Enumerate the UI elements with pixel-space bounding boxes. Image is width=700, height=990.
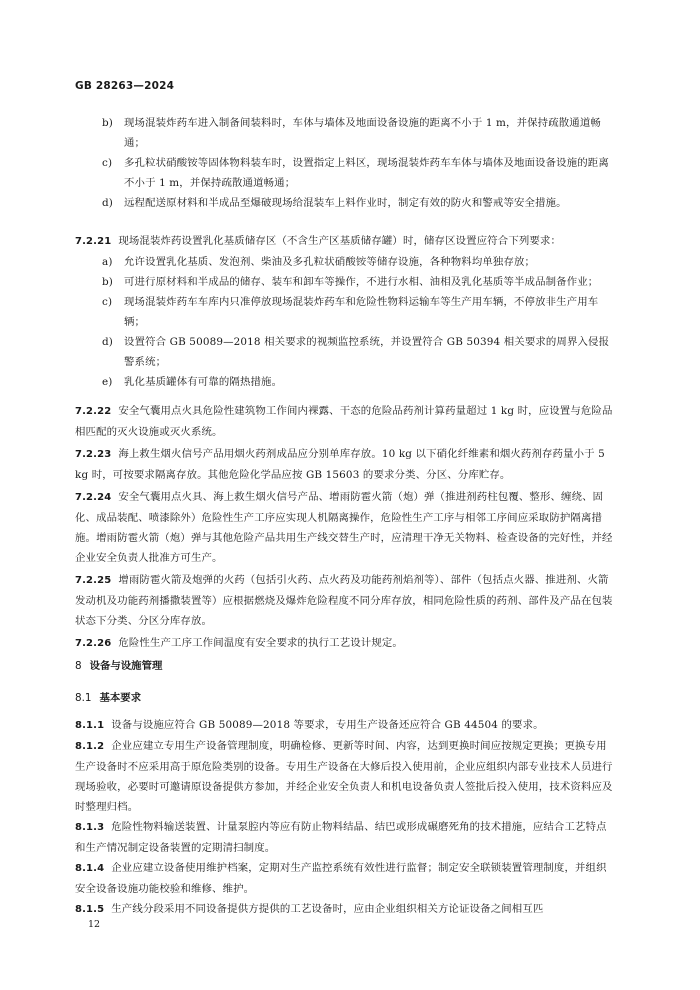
clause-text: 危险性物料输送装置、计量泵腔内等应有防止物料结晶、结巴或形成碾磨死角的技术措施，应结合工艺特点和生产情况制定设备装置的定期清扫制度。 (75, 821, 607, 854)
section-title: 基本要求 (99, 692, 142, 704)
clause-text: 危险性生产工序工作间温度有安全要求的执行工艺设计规定。 (118, 637, 403, 649)
list-item-label: a) (102, 256, 113, 268)
list-item (75, 292, 617, 332)
list-item-text: 远程配送原材料和半成品至爆破现场给混装车上料作业时，制定有效的防火和警戒等安全措施。 (124, 197, 567, 209)
clauses-8-1 (75, 715, 617, 920)
clause-paragraph (75, 715, 617, 736)
list-item (75, 332, 617, 372)
list-item-label: d) (102, 336, 114, 348)
clause-number: 7.2.25 (75, 575, 112, 586)
clause-paragraph (75, 487, 617, 568)
clause-paragraph (75, 231, 617, 252)
clause-text: 企业应建立设备使用维护档案，定期对生产监控系统有效性进行监督；制定安全联锁装置管理制度，并组织安全设备设施功能校验和维修、维护。 (75, 862, 607, 895)
clause-number: 7.2.22 (75, 406, 112, 417)
clause-paragraph (75, 444, 617, 485)
clause-text: 现场混装炸药设置乳化基质储存区（不含生产区基质储存罐）时，储存区设置应符合下列要求： (118, 235, 562, 247)
clause-text: 设备与设施应符合 GB 50089—2018 等要求，专用生产设备还应符合 GB 44504 的要求。 (111, 719, 544, 731)
clause-number: 8.1.5 (75, 904, 105, 915)
clause-paragraph (75, 633, 617, 654)
clause-7-2-21 (75, 231, 617, 392)
clause-number: 8.1.2 (75, 741, 105, 752)
clause-paragraph (75, 858, 617, 899)
clause-text: 增雨防雹火箭及炮弹的火药（包括引火药、点火药及功能药剂焰剂等）、部件（包括点火器、推进剂、火箭发动机及功能药剂播撒装置等）应根据燃烧及爆炸危险程度不同分库存放，相同危险性质的药剂、部件及产品在包装状态下分类、分区分库存放。 (75, 574, 613, 627)
list-item-label: e) (102, 376, 113, 388)
page-number: 12 (88, 919, 101, 930)
list-item-text: 允许设置乳化基质、发泡剂、柴油及多孔粒状硝酸铵等储存设施，各种物料均单独存放； (124, 256, 536, 268)
list-item-label: c) (102, 157, 113, 169)
chapter-heading (75, 657, 162, 672)
clause-text: 安全气囊用点火具、海上救生烟火信号产品、增雨防雹火箭（炮）弹（推进剂药柱包覆、整形、缠绕、固化、成品装配、喷漆除外）危险性生产工序应实现人机隔离操作，危险性生产工序与相邻工序间应采取防护隔离措施。增雨防雹火箭（炮）弹与其他危险产品共用生产线交替生产时，应清理干净无关物料、检查设备的完好性，并经企业安全负责人批准方可生产。 (75, 491, 613, 564)
section-number: 8.1 (75, 692, 92, 704)
section-heading (75, 689, 141, 704)
clause-text: 企业应建立专用生产设备管理制度，明确检修、更新等时间、内容，达到更换时间应按规定更换；更换专用生产设备时不应采用高于原危险类别的设备。专用生产设备在大修后投入使用前，企业应组织内部专业技术人员进行现场验收，必要时可邀请原设备提供方参加，并经企业安全负责人和机电设备负责人签批后投入使用，技术资料应及时整理归档。 (75, 740, 613, 813)
clause-paragraph (75, 817, 617, 858)
list-item-text: 设置符合 GB 50089—2018 相关要求的视频监控系统，并设置符合 GB 50394 相关要求的周界入侵报警系统； (124, 336, 610, 368)
list-item-text: 可进行原材料和半成品的储存、装车和卸车等操作，不进行水相、油相及乳化基质等半成品制备作业； (124, 276, 599, 288)
chapter-number: 8 (75, 660, 82, 672)
chapter-title: 设备与设施管理 (89, 660, 163, 672)
clause-paragraph (75, 899, 617, 920)
standard-code-header: GB 28263—2024 (75, 80, 175, 92)
list-item-label: d) (102, 197, 114, 209)
clauses-7-2 (75, 401, 617, 654)
clause-number: 8.1.4 (75, 863, 105, 874)
clause-number: 7.2.26 (75, 638, 112, 649)
list-item-text: 乳化基质罐体有可靠的隔热措施。 (124, 376, 283, 388)
list-item (75, 252, 617, 272)
list-item-label: b) (102, 276, 114, 288)
list-item (75, 193, 617, 213)
list-item-text: 多孔粒状硝酸铵等固体物料装车时，设置指定上料区，现场混装炸药车车体与墙体及地面设备设施的距离不小于 1 m，并保持疏散通道畅通； (124, 157, 609, 189)
list-item-label: c) (102, 296, 113, 308)
list-item-text: 现场混装炸药车车库内只准停放现场混装炸药车和危险性物料运输车等生产用车辆，不停放非生产用车辆； (124, 296, 599, 328)
clause-number: 7.2.24 (75, 492, 112, 503)
clause-text: 海上救生烟火信号产品用烟火药剂成品应分别单库存放。10 kg 以下硝化纤维素和烟火药剂存药量小于 5 kg 时，可按要求隔离存放。其他危险化学品应按 GB 15603 的要求分类、分区、分库贮存。 (75, 448, 605, 481)
clause-number: 7.2.21 (75, 236, 112, 247)
list-items-continued (75, 113, 617, 213)
clause-text: 生产线分段采用不同设备提供方提供的工艺设备时，应由企业组织相关方论证设备之间相互匹 (111, 903, 544, 915)
clause-paragraph (75, 736, 617, 817)
list-item (75, 372, 617, 392)
clause-number: 8.1.3 (75, 822, 105, 833)
list-item (75, 113, 617, 153)
clause-number: 8.1.1 (75, 720, 105, 731)
clause-text: 安全气囊用点火具危险性建筑物工作间内裸露、干态的危险品药剂计算药量超过 1 kg 时，应设置与危险品相匹配的灭火设施或灭火系统。 (75, 405, 613, 438)
clause-paragraph (75, 570, 617, 631)
list-item (75, 272, 617, 292)
clause-paragraph (75, 401, 617, 442)
clause-number: 7.2.23 (75, 449, 112, 460)
list-item-text: 现场混装炸药车进入制备间装料时，车体与墙体及地面设备设施的距离不小于 1 m，并保持疏散通道畅通； (124, 117, 601, 149)
list-item (75, 153, 617, 193)
list-item-label: b) (102, 117, 114, 129)
